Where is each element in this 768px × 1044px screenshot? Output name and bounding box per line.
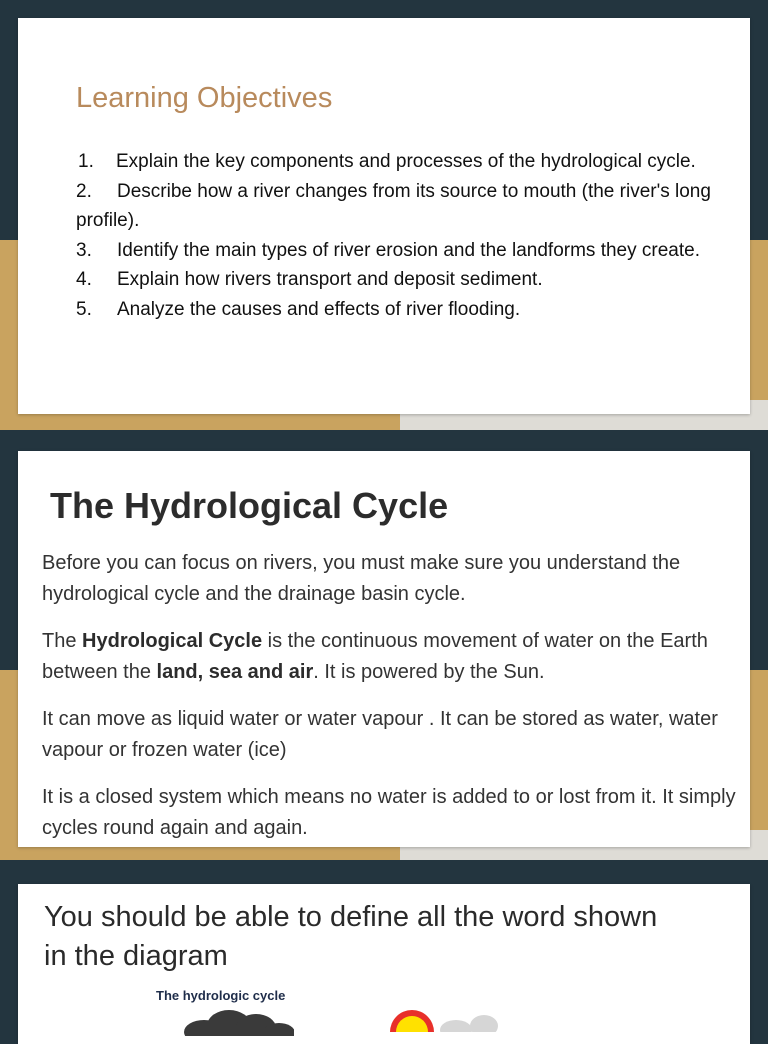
definition-text-a: The (42, 630, 83, 652)
list-item (76, 236, 726, 266)
objective-text: Analyze the causes and effects of river flooding. (117, 298, 521, 320)
objective-text: Explain how rivers transport and deposit sediment. (117, 269, 543, 290)
paragraph-states: It can move as liquid water or water vapour . It can be stored as water, water vapour or frozen water (ice) (42, 708, 718, 761)
objective-number: 3. (76, 239, 92, 261)
list-item (76, 177, 726, 236)
diagram-instruction-title: You should be able to define all the word shown in the diagram (44, 901, 658, 972)
objective-number: 4. (76, 269, 92, 290)
learning-objectives-title: Learning Objectives (76, 82, 333, 114)
objective-number: 1. (78, 151, 94, 172)
definition-stores: land, sea and air (156, 661, 314, 683)
objective-text: Describe how a river changes from its source to mouth (the river's long profile). (76, 180, 711, 231)
objective-number: 2. (76, 180, 92, 202)
objective-number: 5. (76, 298, 92, 320)
dark-cloud-icon (184, 1006, 294, 1036)
objective-text: Explain the key components and processes of the hydrological cycle. (116, 151, 696, 172)
definition-term: Hydrological Cycle (82, 630, 263, 652)
hydrological-cycle-title: The Hydrological Cycle (50, 485, 449, 526)
paragraph-intro: Before you can focus on rivers, you must make sure you understand the hydrological cycle and the drainage basin cycle. (42, 552, 681, 605)
slide-hydrological-cycle (18, 451, 750, 847)
slide-learning-objectives (18, 18, 750, 414)
diagram-caption: The hydrologic cycle (156, 988, 286, 1003)
definition-text-e: . It is powered by the Sun. (313, 661, 545, 683)
definition-text-c: is the continuous movement of water on the Earth between the (42, 630, 708, 683)
objectives-list (76, 147, 726, 324)
paragraph-closed-system: It is a closed system which means no water is added to or lost from it. It simply cycles round again and again. (42, 786, 736, 839)
slide-diagram (18, 884, 750, 1044)
list-item (76, 265, 726, 295)
objective-text: Identify the main types of river erosion and the landforms they create. (117, 239, 700, 261)
hydrological-cycle-body (42, 548, 742, 860)
list-item (76, 147, 726, 177)
list-item (76, 295, 726, 325)
paragraph-definition (42, 626, 742, 688)
sun-icon (386, 1002, 506, 1032)
